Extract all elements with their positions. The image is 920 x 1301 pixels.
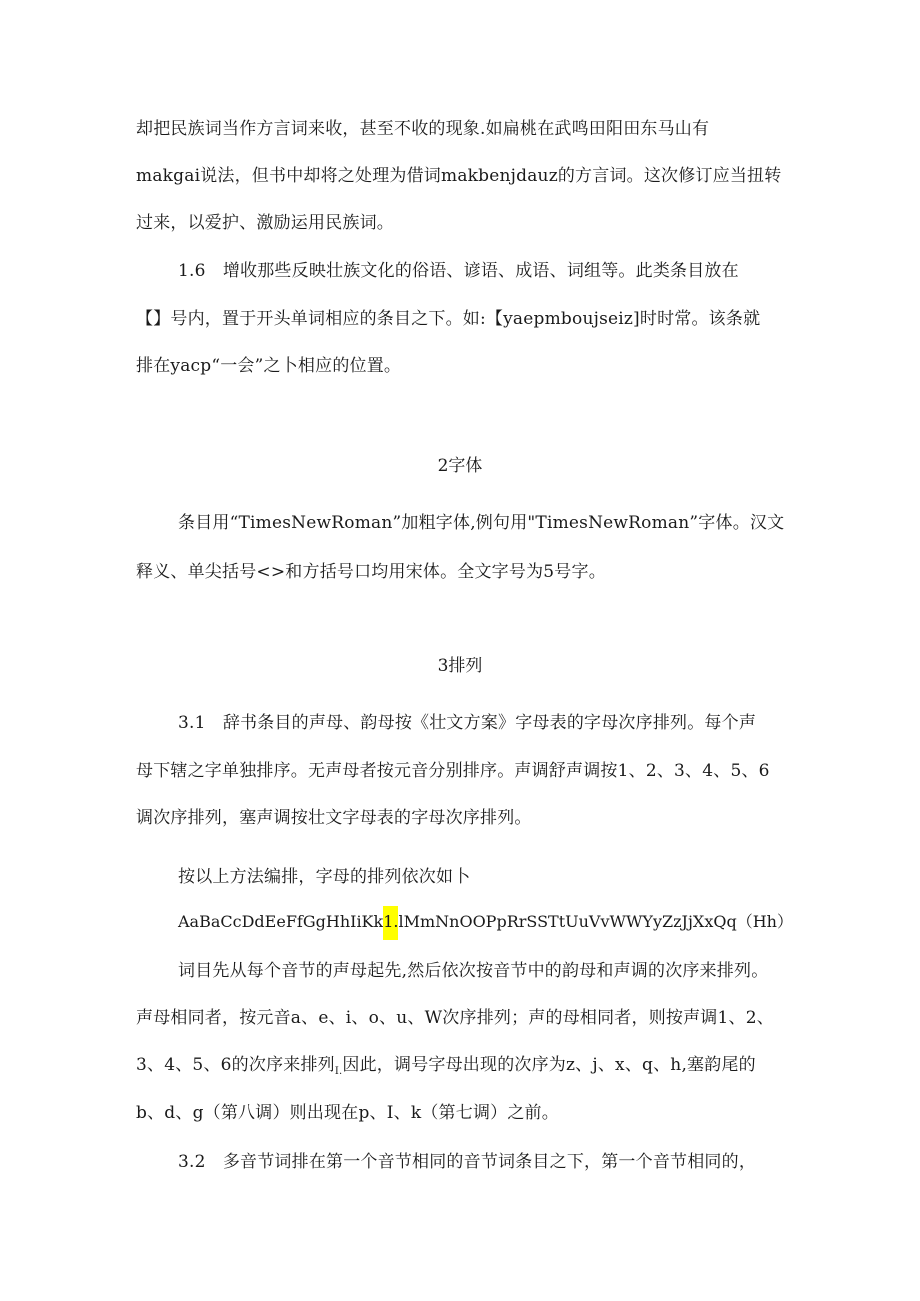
alphabet-after: lMmNnOOPpRrSSTtUuVvWWYyZzJjXxQq（Hh） bbox=[398, 912, 793, 931]
paragraph-line: 声母相同者，按元音a、e、i、o、u、W次序排列；声的母相同者，则按声调1、2、 bbox=[136, 1008, 774, 1028]
paragraph-line: 释义、单尖括号<>和方括号口均用宋体。全文字号为5号字。 bbox=[136, 562, 606, 582]
paragraph-line: 词目先从每个音节的声母起先,然后依次按音节中的韵母和声调的次序来排列。 bbox=[178, 961, 769, 981]
paragraph-line: 调次序排列，塞声调按壮文字母表的字母次序排列。 bbox=[136, 808, 532, 828]
paragraph-line: 3.1 辞书条目的声母、韵母按《壮文方案》字母表的字母次序排列。每个声 bbox=[178, 713, 757, 733]
paragraph-line: 却把民族词当作方言词来收，甚至不收的现象.如扁桃在武鸣田阳田东马山有 bbox=[136, 119, 710, 139]
paragraph-line: makgai说法，但书中却将之处理为借词makbenjdauz的方言词。这次修订应当扭转 bbox=[136, 166, 782, 186]
subscript-mark: I. bbox=[334, 1066, 343, 1077]
paragraph-line: 1.6 增收那些反映壮族文化的俗语、谚语、成语、词组等。此类条目放在 bbox=[178, 261, 739, 281]
paragraph-line: 按以上方法编排，字母的排列依次如卜 bbox=[178, 867, 471, 887]
section-heading: 3排列 bbox=[437, 656, 483, 676]
paragraph-line: 过来，以爱护、激励运用民族词。 bbox=[136, 213, 394, 233]
paragraph-line bbox=[136, 1053, 756, 1084]
alphabet-before: AaBaCcDdEeFfGgHhIiKk bbox=[178, 912, 384, 931]
section-heading: 2字体 bbox=[437, 456, 483, 476]
line-text: 3、4、5、6的次序来排列 bbox=[136, 1055, 335, 1075]
paragraph-line: 3.2 多音节词排在第一个音节相同的音节词条目之下，第一个音节相同的， bbox=[178, 1152, 757, 1172]
paragraph-line: b、d、g（第八调）则出现在p、I、k（第七调）之前。 bbox=[136, 1103, 559, 1123]
paragraph-line: 【】号内，置于开头单词相应的条目之下。如:【yaepmboujseiz]时时常。该条就 bbox=[136, 309, 761, 329]
highlighted-text: 1. bbox=[383, 906, 398, 940]
line-text: 因此，调号字母出现的次序为z、j、x、q、h,塞韵尾的 bbox=[342, 1055, 756, 1075]
paragraph-line: 条目用“TimesNewRoman”加粗字体,例句用"TimesNewRoman”字体。汉文 bbox=[178, 513, 785, 533]
paragraph-line: 排在yacp“一会”之卜相应的位置。 bbox=[136, 356, 402, 376]
paragraph-line: 母下辖之字单独排序。无声母者按元音分别排序。声调舒声调按1、2、3、4、5、6 bbox=[136, 761, 770, 781]
alphabet-order-line bbox=[178, 910, 793, 940]
